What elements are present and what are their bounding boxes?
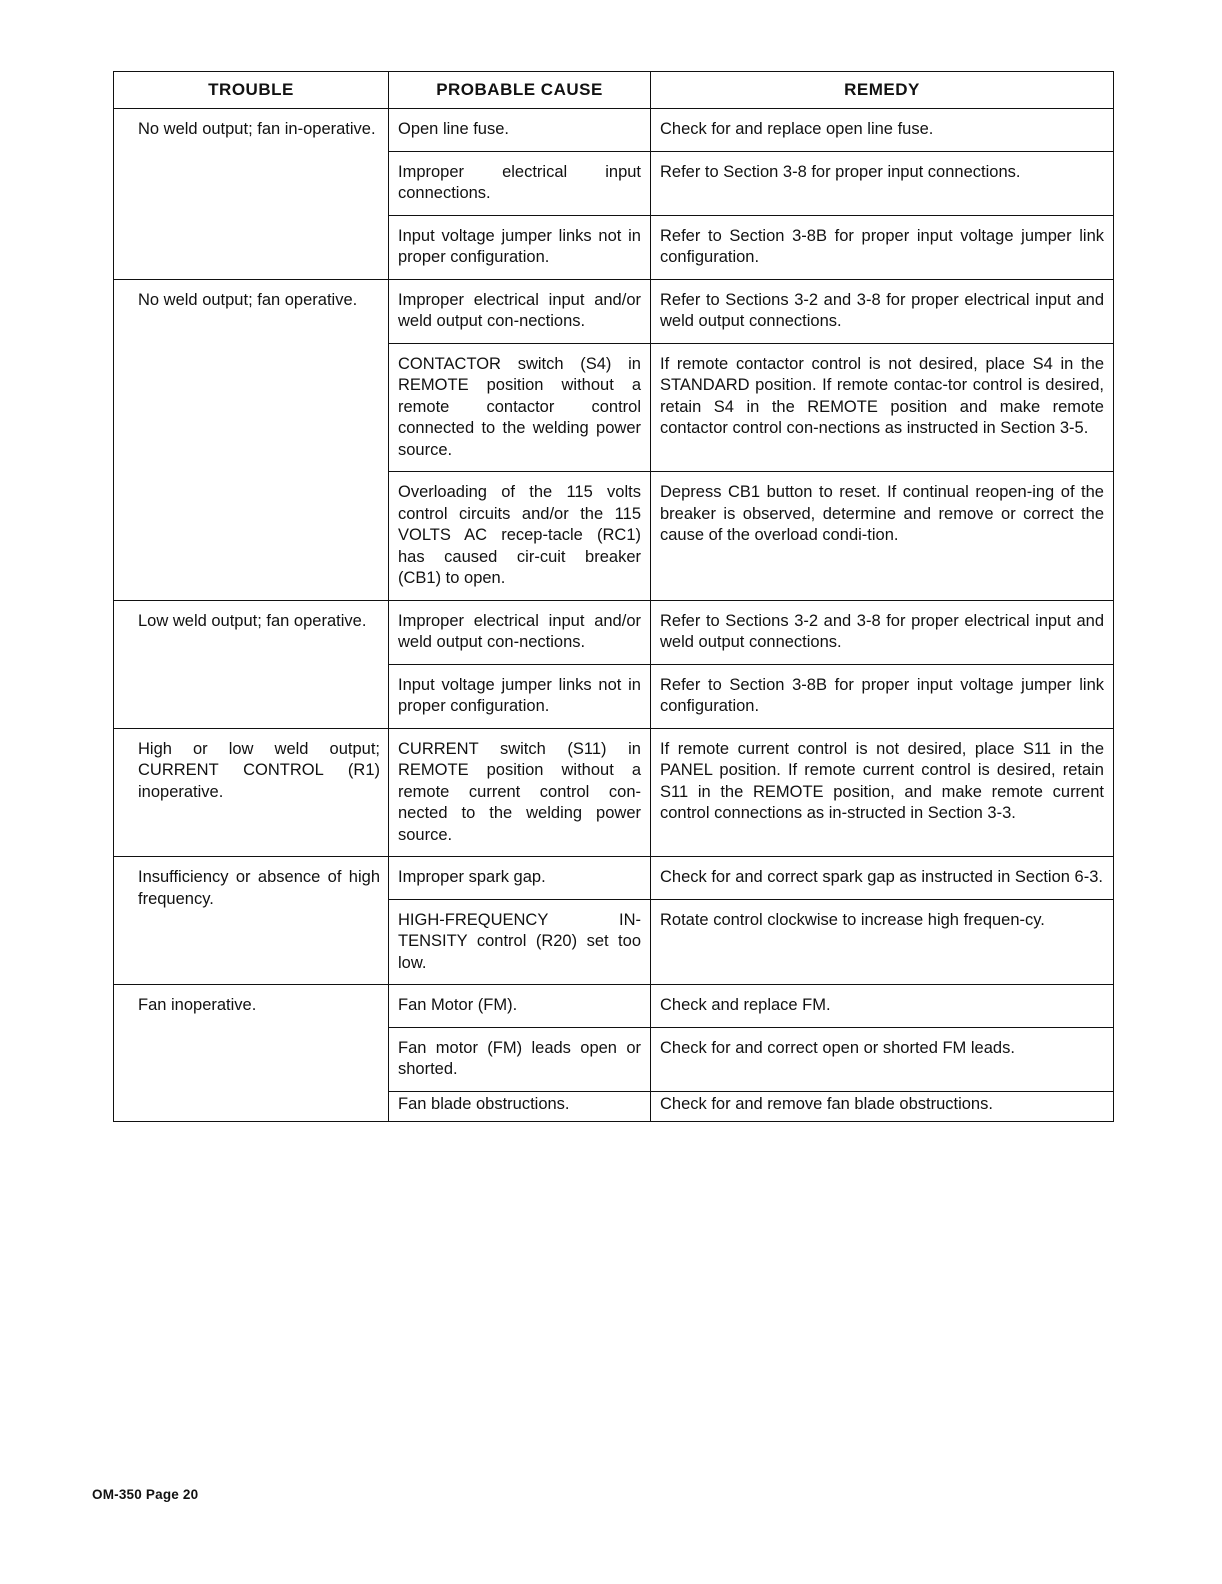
trouble-cell: High or low weld output; CURRENT CONTROL (R1) inoperative.	[114, 728, 389, 857]
remedy-cell: Refer to Section 3-8 for proper input connections.	[651, 151, 1114, 215]
remedy-cell: Check for and remove fan blade obstructions.	[651, 1091, 1114, 1122]
header-probable-cause: PROBABLE CAUSE	[389, 72, 651, 109]
trouble-cell: Fan inoperative.	[114, 985, 389, 1122]
trouble-cell: Low weld output; fan operative.	[114, 600, 389, 728]
remedy-cell: Refer to Sections 3-2 and 3-8 for proper electrical input and weld output connections.	[651, 279, 1114, 343]
table-row	[114, 857, 1114, 900]
table-row	[114, 279, 1114, 343]
remedy-cell: If remote contactor control is not desired, place S4 in the STANDARD position. If remote contac-tor control is desired, retain S4 in the REMOTE position and make remote contactor control con-nections as instructed in Section 3-5.	[651, 343, 1114, 472]
cause-cell: Improper spark gap.	[389, 857, 651, 900]
remedy-cell: Check for and replace open line fuse.	[651, 109, 1114, 152]
header-trouble: TROUBLE	[114, 72, 389, 109]
table-row	[114, 985, 1114, 1028]
cause-cell: CURRENT switch (S11) in REMOTE position without a remote current control con-nected to the welding power source.	[389, 728, 651, 857]
cause-cell: Improper electrical input and/or weld output con-nections.	[389, 279, 651, 343]
trouble-cell: No weld output; fan operative.	[114, 279, 389, 600]
remedy-cell: Refer to Section 3-8B for proper input voltage jumper link configuration.	[651, 215, 1114, 279]
table-row	[114, 728, 1114, 857]
remedy-cell: Check for and correct spark gap as instructed in Section 6-3.	[651, 857, 1114, 900]
header-remedy: REMEDY	[651, 72, 1114, 109]
cause-cell: HIGH-FREQUENCY IN-TENSITY control (R20) set too low.	[389, 899, 651, 985]
remedy-cell: Check and replace FM.	[651, 985, 1114, 1028]
cause-cell: Fan Motor (FM).	[389, 985, 651, 1028]
remedy-cell: Refer to Sections 3-2 and 3-8 for proper electrical input and weld output connections.	[651, 600, 1114, 664]
cause-cell: Improper electrical input and/or weld output con-nections.	[389, 600, 651, 664]
table-row	[114, 109, 1114, 152]
cause-cell: Fan motor (FM) leads open or shorted.	[389, 1027, 651, 1091]
remedy-cell: Rotate control clockwise to increase high frequen-cy.	[651, 899, 1114, 985]
cause-cell: Improper electrical input connections.	[389, 151, 651, 215]
table-header-row	[114, 72, 1114, 109]
cause-cell: Input voltage jumper links not in proper configuration.	[389, 664, 651, 728]
trouble-cell: Insufficiency or absence of high frequency.	[114, 857, 389, 985]
remedy-cell: Depress CB1 button to reset. If continual reopen-ing of the breaker is observed, determine and remove or correct the cause of the overload condi-tion.	[651, 472, 1114, 601]
table-row	[114, 600, 1114, 664]
cause-cell: Open line fuse.	[389, 109, 651, 152]
cause-cell: Input voltage jumper links not in proper configuration.	[389, 215, 651, 279]
cause-cell: CONTACTOR switch (S4) in REMOTE position without a remote contactor control connected to the welding power source.	[389, 343, 651, 472]
remedy-cell: If remote current control is not desired, place S11 in the PANEL position. If remote current control is desired, retain S11 in the REMOTE position, and make remote current control connections as in-structed in Section 3-3.	[651, 728, 1114, 857]
remedy-cell: Check for and correct open or shorted FM leads.	[651, 1027, 1114, 1091]
page-footer-label: OM-350 Page 20	[92, 1487, 199, 1502]
cause-cell: Fan blade obstructions.	[389, 1091, 651, 1122]
cause-cell: Overloading of the 115 volts control circuits and/or the 115 VOLTS AC recep-tacle (RC1) has caused cir-cuit breaker (CB1) to open.	[389, 472, 651, 601]
trouble-cell: No weld output; fan in-operative.	[114, 109, 389, 280]
troubleshooting-table	[113, 71, 1114, 1122]
remedy-cell: Refer to Section 3-8B for proper input voltage jumper link configuration.	[651, 664, 1114, 728]
